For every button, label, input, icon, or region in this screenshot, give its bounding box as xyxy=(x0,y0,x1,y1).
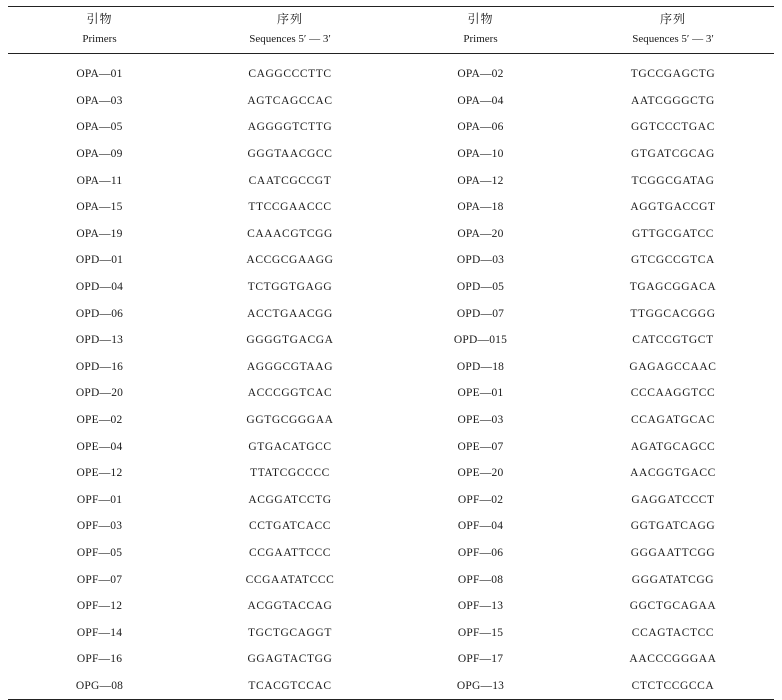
primer-name-cell: OPF—02 xyxy=(457,493,504,506)
primer-name-cell: OPE—07 xyxy=(457,440,504,453)
primer-name-cell: OPF—03 xyxy=(76,520,123,533)
primer-name-cell: OPA—11 xyxy=(76,174,123,187)
primer-name-cell: OPF—07 xyxy=(76,573,123,586)
primer-name-cell: OPF—15 xyxy=(457,626,504,639)
primer-name-cell: OPF—08 xyxy=(457,573,504,586)
sequence-cell: ACCCGGTCAC xyxy=(247,387,333,400)
primer-name-cell: OPG—13 xyxy=(456,679,505,692)
primer-name-cell: OPF—05 xyxy=(76,546,123,559)
table-row xyxy=(8,247,774,274)
sequence-cell: CTCTCCGCCA xyxy=(631,679,715,692)
table-header xyxy=(8,7,774,54)
table-row xyxy=(8,487,774,514)
sequence-cell: CCCAAGGTCC xyxy=(630,387,716,400)
sequence-cell: GTGACATGCC xyxy=(248,440,332,453)
sequence-cell: AGTCAGCCAC xyxy=(247,94,333,107)
sequence-cell: GGTCCCTGAC xyxy=(631,121,715,134)
sequence-header-right xyxy=(572,7,774,54)
primer-name-cell: OPD—03 xyxy=(456,254,505,267)
sequence-cell: GGCTGCAGAA xyxy=(629,600,717,613)
primer-name-cell: OPD—06 xyxy=(75,307,124,320)
table-row xyxy=(8,460,774,487)
primer-name-cell: OPE—04 xyxy=(76,440,123,453)
table-body xyxy=(8,54,774,700)
sequence-cell: GGGATATCGG xyxy=(631,573,715,586)
sequence-cell: GGTGATCAGG xyxy=(630,520,716,533)
table-row xyxy=(8,221,774,248)
primer-name-cell: OPD—05 xyxy=(456,281,505,294)
sequence-cell: GTCGCCGTCA xyxy=(631,254,715,267)
table-row xyxy=(8,88,774,115)
primer-name-cell: OPF—06 xyxy=(457,546,504,559)
primer-header-en: Primers xyxy=(82,33,117,45)
table-row xyxy=(8,194,774,221)
sequence-cell: TGCTGCAGGT xyxy=(248,626,332,639)
primer-name-cell: OPA—03 xyxy=(76,94,123,107)
primer-name-cell: OPG—08 xyxy=(75,679,124,692)
sequence-cell: AGGGCGTAAG xyxy=(246,360,334,373)
sequence-cell: TTATCGCCCC xyxy=(250,467,330,480)
primer-table-container xyxy=(8,6,774,700)
primer-name-cell: OPF—12 xyxy=(76,600,123,613)
primer-header-left xyxy=(8,7,191,54)
table-row xyxy=(8,141,774,168)
sequence-cell: GGGGTGACGA xyxy=(246,334,334,347)
sequence-cell: TCGGCGATAG xyxy=(631,174,715,187)
table-row xyxy=(8,54,774,88)
header-row xyxy=(8,7,774,54)
sequence-cell: GAGGATCCCT xyxy=(631,493,715,506)
sequence-cell: GTTGCGATCC xyxy=(631,227,715,240)
sequence-cell: CCTGATCACC xyxy=(248,520,332,533)
sequence-cell: GAGAGCCAAC xyxy=(629,360,717,373)
sequence-cell: TTGGCACGGG xyxy=(630,307,716,320)
primer-name-cell: OPA—20 xyxy=(457,227,504,240)
table-row xyxy=(8,673,774,700)
primer-header-en: Primers xyxy=(463,33,498,45)
sequence-header-zh: 序列 xyxy=(659,12,686,26)
primer-name-cell: OPA—19 xyxy=(76,227,123,240)
table-row xyxy=(8,380,774,407)
sequence-cell: ACCGCGAAGG xyxy=(246,254,334,267)
primer-header-right xyxy=(389,7,572,54)
table-row xyxy=(8,274,774,301)
primer-name-cell: OPF—17 xyxy=(457,653,504,666)
primer-name-cell: OPD—13 xyxy=(75,334,124,347)
table-row xyxy=(8,354,774,381)
sequence-cell: AACCCGGGAA xyxy=(629,653,717,666)
primer-name-cell: OPF—16 xyxy=(76,653,123,666)
table-row xyxy=(8,167,774,194)
primer-name-cell: OPA—01 xyxy=(76,68,123,81)
table-row xyxy=(8,619,774,646)
primer-name-cell: OPE—03 xyxy=(457,414,504,427)
sequence-cell: TGAGCGGACA xyxy=(629,281,717,294)
sequence-cell: GGTGCGGGAA xyxy=(246,414,334,427)
primer-name-cell: OPA—12 xyxy=(457,174,504,187)
sequence-cell: TGCCGAGCTG xyxy=(630,68,716,81)
table-row xyxy=(8,300,774,327)
primer-name-cell: OPD—18 xyxy=(456,360,505,373)
sequence-cell: TTCCGAACCC xyxy=(248,201,332,214)
sequence-header-left xyxy=(191,7,389,54)
primer-name-cell: OPD—07 xyxy=(456,307,505,320)
sequence-cell: GTGATCGCAG xyxy=(631,148,715,161)
primer-name-cell: OPF—04 xyxy=(457,520,504,533)
sequence-cell: ACGGATCCTG xyxy=(248,493,332,506)
sequence-cell: CATCCGTGCT xyxy=(632,334,714,347)
sequence-header-zh: 序列 xyxy=(276,12,303,26)
sequence-cell: TCACGTCCAC xyxy=(248,679,332,692)
sequence-header-en: Sequences 5′ — 3′ xyxy=(249,33,331,45)
primer-header-zh: 引物 xyxy=(86,12,113,26)
table-row xyxy=(8,566,774,593)
sequence-cell: AACGGTGACC xyxy=(630,467,716,480)
sequence-cell: CAATCGCCGT xyxy=(248,174,332,187)
table-row xyxy=(8,513,774,540)
primer-name-cell: OPD—20 xyxy=(75,387,124,400)
sequence-cell: GGGTAACGCC xyxy=(247,148,333,161)
primer-name-cell: OPE—01 xyxy=(457,387,504,400)
primer-name-cell: OPF—13 xyxy=(457,600,504,613)
primer-name-cell: OPD—015 xyxy=(453,334,508,347)
sequence-cell: TCTGGTGAGG xyxy=(247,281,333,294)
sequence-cell: CCGAATTCCC xyxy=(248,546,332,559)
primer-name-cell: OPF—01 xyxy=(76,493,123,506)
primer-name-cell: OPE—02 xyxy=(76,414,123,427)
sequence-cell: GGGAATTCGG xyxy=(630,546,716,559)
primer-name-cell: OPE—20 xyxy=(457,467,504,480)
primer-name-cell: OPA—15 xyxy=(76,201,123,214)
sequence-cell: CCAGTACTCC xyxy=(631,626,715,639)
sequence-cell: CAAACGTCGG xyxy=(247,227,333,240)
table-row xyxy=(8,433,774,460)
primer-name-cell: OPA—04 xyxy=(457,94,504,107)
primer-name-cell: OPA—06 xyxy=(457,121,504,134)
sequence-cell: AGGTGACCGT xyxy=(630,201,716,214)
sequence-cell: CCGAATATCCC xyxy=(245,573,335,586)
sequence-cell: AATCGGGCTG xyxy=(631,94,715,107)
table-row xyxy=(8,407,774,434)
sequence-cell: AGGGGTCTTG xyxy=(247,121,333,134)
table-row xyxy=(8,593,774,620)
sequence-cell: AGATGCAGCC xyxy=(630,440,716,453)
sequence-cell: GGAGTACTGG xyxy=(247,653,333,666)
primer-name-cell: OPA—09 xyxy=(76,148,123,161)
primer-name-cell: OPA—18 xyxy=(457,201,504,214)
table-row xyxy=(8,646,774,673)
primer-name-cell: OPA—10 xyxy=(457,148,504,161)
sequence-header-en: Sequences 5′ — 3′ xyxy=(632,33,714,45)
table-row xyxy=(8,114,774,141)
sequence-cell: CCAGATGCAC xyxy=(631,414,715,427)
primer-name-cell: OPD—16 xyxy=(75,360,124,373)
primer-name-cell: OPE—12 xyxy=(76,467,123,480)
sequence-cell: ACCTGAACGG xyxy=(247,307,333,320)
primer-name-cell: OPF—14 xyxy=(76,626,123,639)
primer-table xyxy=(8,6,774,700)
primer-name-cell: OPD—01 xyxy=(75,254,124,267)
primer-name-cell: OPA—02 xyxy=(457,68,504,81)
primer-name-cell: OPD—04 xyxy=(75,281,124,294)
table-row xyxy=(8,540,774,567)
table-row xyxy=(8,327,774,354)
primer-header-zh: 引物 xyxy=(467,12,494,26)
primer-name-cell: OPA—05 xyxy=(76,121,123,134)
sequence-cell: CAGGCCCTTC xyxy=(248,68,332,81)
sequence-cell: ACGGTACCAG xyxy=(247,600,333,613)
